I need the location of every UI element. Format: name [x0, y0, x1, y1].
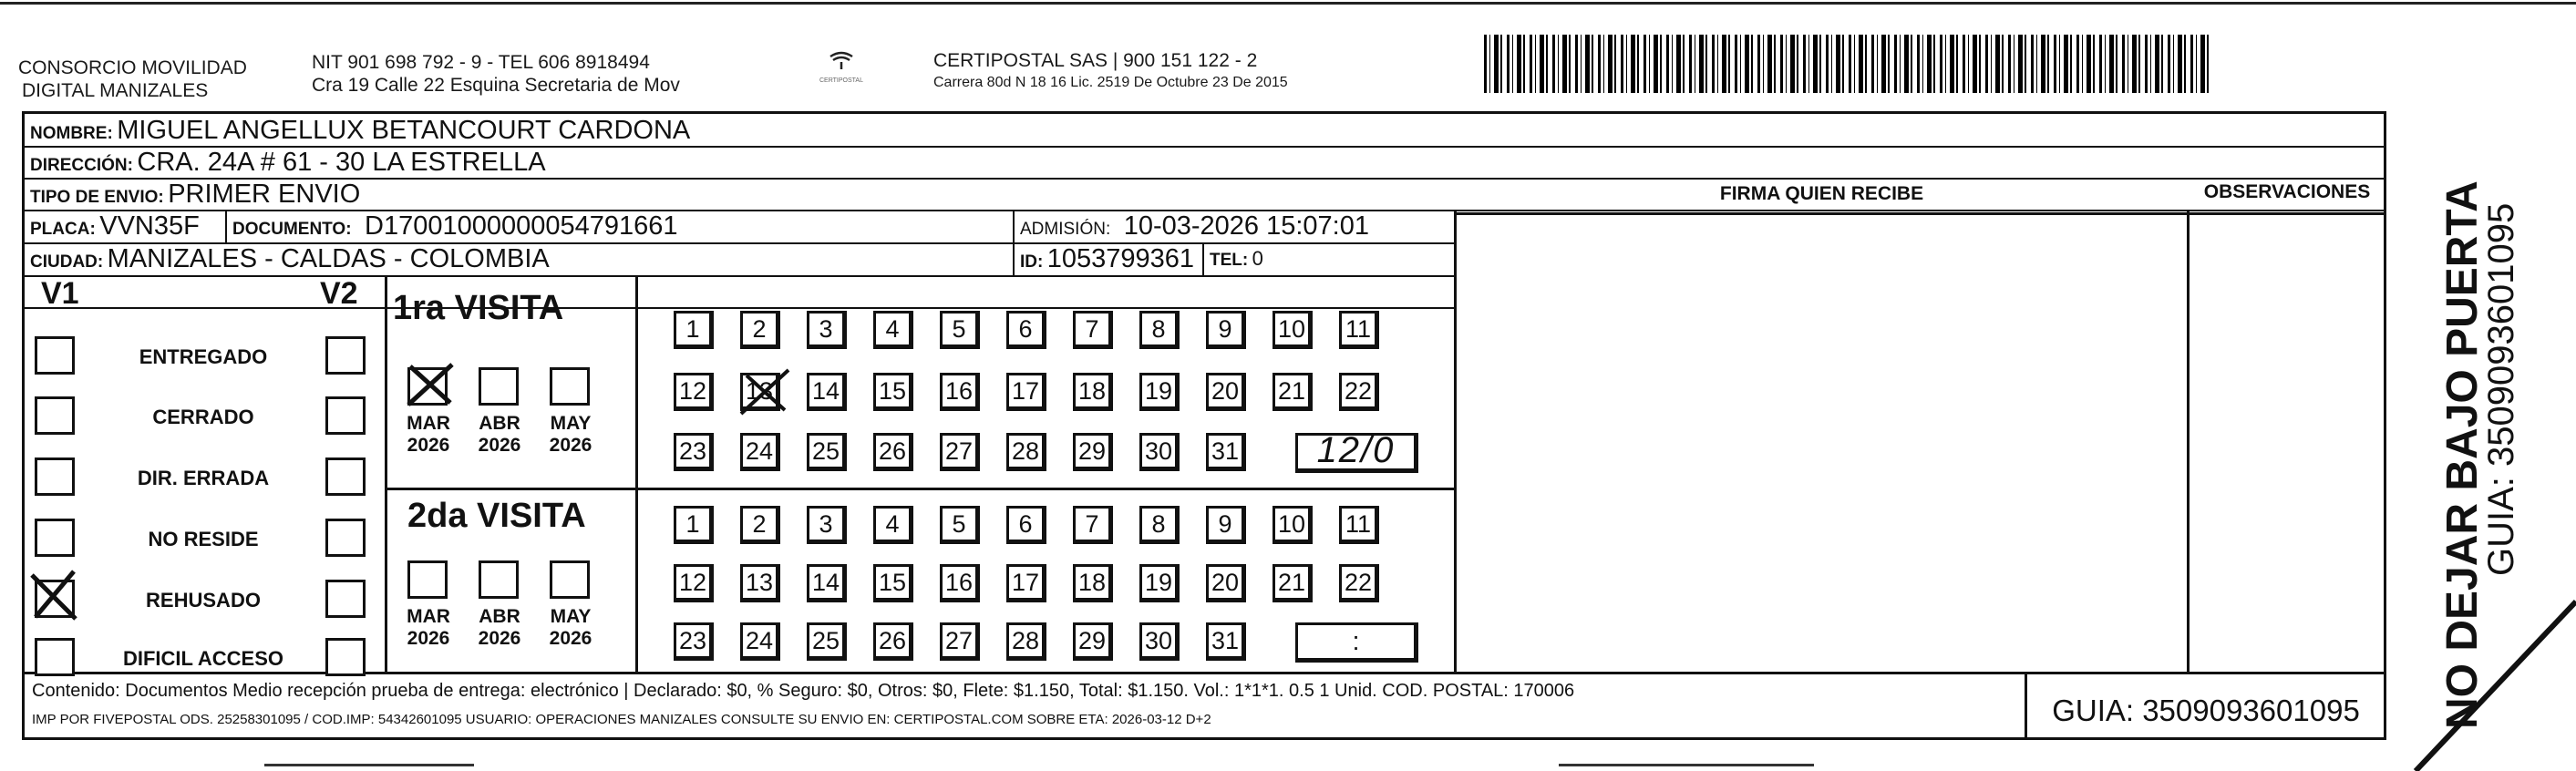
day-box[interactable] [1139, 373, 1180, 411]
day-number: 20 [1211, 377, 1240, 405]
day-box[interactable] [873, 564, 913, 602]
direccion-label: DIRECCIÓN: [30, 156, 133, 175]
day-number: 30 [1144, 627, 1173, 654]
day-box[interactable] [1339, 564, 1379, 602]
observaciones-header: OBSERVACIONES [2203, 181, 2371, 202]
day-number: 13 [745, 569, 774, 596]
direccion-row [30, 147, 546, 182]
day-box[interactable] [740, 564, 780, 602]
day-number: 1 [685, 510, 700, 538]
v2-checkbox[interactable] [325, 519, 366, 557]
day-number: 26 [878, 437, 907, 465]
status-label: NO RESIDE [148, 528, 259, 550]
day-box[interactable] [1339, 311, 1379, 349]
day-box[interactable] [1273, 506, 1313, 544]
status-label: ENTREGADO [139, 345, 268, 368]
tel-field [1210, 243, 1263, 277]
day-number: 3 [819, 510, 833, 538]
side-guia-text: GUIA: 3509093601095 [2481, 202, 2521, 576]
day-number: 12 [678, 569, 707, 596]
logo-mark-icon [828, 51, 855, 73]
day-box[interactable] [1006, 433, 1046, 471]
day-box[interactable] [1006, 373, 1046, 411]
day-box[interactable] [1006, 506, 1046, 544]
month-year: 2026 [407, 435, 450, 456]
id-field [1020, 243, 1194, 279]
bottom-line-right [1559, 764, 1814, 766]
status-label: REHUSADO [146, 589, 261, 612]
day-number: 14 [811, 377, 840, 405]
certipostal-logo [809, 51, 873, 84]
day-box[interactable] [807, 311, 847, 349]
day-number: 10 [1277, 315, 1306, 343]
month-label [471, 606, 528, 650]
content-description: Contenido: Documentos Medio recepción prueba de entrega: electrónico | Declarado: $0, % Seguro: $0, Otros: $0, Flete: $1.150, Total: $1.150. Vol.: 1*1*1. 0.5 1 Unid. COD. POSTAL: 170006 [32, 681, 1575, 701]
logo-text: CERTIPOSTAL [819, 77, 863, 84]
observations-area[interactable] [2190, 215, 2385, 672]
status-label: DIFICIL ACCESO [122, 647, 283, 670]
day-box[interactable] [940, 311, 980, 349]
day-box[interactable] [940, 622, 980, 661]
day-number: 31 [1211, 627, 1240, 654]
day-box[interactable] [674, 433, 714, 471]
first-visit-time[interactable] [1295, 430, 1418, 473]
day-number: 16 [944, 569, 974, 596]
courier-name: CERTIPOSTAL SAS | 900 151 122 - 2 [933, 50, 1258, 71]
day-box[interactable] [1006, 622, 1046, 661]
company-contact [312, 51, 680, 97]
documento-value: D17001000000054791661 [365, 211, 678, 241]
day-box[interactable] [1206, 373, 1246, 411]
delivery-form [22, 111, 2386, 740]
v2-checkbox[interactable] [325, 396, 366, 435]
month-year: 2026 [407, 628, 450, 649]
day-number: 27 [944, 627, 974, 654]
day-box[interactable] [1273, 373, 1313, 411]
barcode [1484, 35, 2210, 93]
print-info: IMP POR FIVEPOSTAL ODS. 25258301095 / COD.IMP: 54342601095 USUARIO: OPERACIONES MANIZALES CONSULTE SU ENVIO EN: CERTIPOSTAL.COM SOBRE ETA: 2026-03-12 D+2 [32, 712, 1211, 727]
day-number: 9 [1218, 510, 1232, 538]
day-number: 29 [1077, 627, 1107, 654]
month-checkbox[interactable] [550, 560, 590, 599]
day-number: 11 [1345, 510, 1372, 538]
month-checkbox[interactable] [479, 367, 519, 406]
check-x-icon [737, 368, 792, 416]
day-number: 20 [1211, 569, 1240, 596]
day-number: 2 [752, 510, 767, 538]
day-box[interactable] [1073, 622, 1113, 661]
ciudad-label: CIUDAD: [30, 252, 104, 272]
day-box[interactable] [1273, 564, 1313, 602]
company-line-2: DIGITAL MANIZALES [22, 80, 209, 101]
day-box[interactable] [940, 373, 980, 411]
day-number: 27 [944, 437, 974, 465]
month-year: 2026 [549, 628, 592, 649]
day-box[interactable] [1073, 433, 1113, 471]
day-number: 31 [1211, 437, 1240, 465]
day-number: 28 [1011, 627, 1040, 654]
day-number: 21 [1277, 377, 1306, 405]
day-number: 6 [1018, 315, 1033, 343]
day-number: 17 [1011, 569, 1040, 596]
day-number: 24 [745, 627, 774, 654]
day-box[interactable] [674, 506, 714, 544]
day-number: 29 [1077, 437, 1107, 465]
day-box[interactable] [1073, 506, 1113, 544]
month-label [400, 413, 457, 457]
placa-value: VVN35F [99, 211, 200, 241]
nombre-label: NOMBRE: [30, 124, 113, 143]
torn-corner [2406, 583, 2576, 771]
month-name: MAY [550, 413, 592, 434]
day-number: 5 [952, 315, 966, 343]
day-number: 12 [678, 377, 707, 405]
month-label [400, 606, 457, 650]
month-label [471, 413, 528, 457]
month-name: ABR [479, 413, 520, 434]
day-box[interactable] [1006, 564, 1046, 602]
day-box[interactable] [1206, 564, 1246, 602]
documento-field [232, 211, 678, 246]
day-number: 11 [1345, 315, 1372, 343]
day-box[interactable] [807, 564, 847, 602]
signature-area[interactable] [1457, 215, 2187, 672]
day-box[interactable] [1273, 311, 1313, 349]
company-address: Cra 19 Calle 22 Esquina Secretaria de Mov [312, 75, 680, 96]
day-number: 15 [878, 377, 907, 405]
day-box[interactable] [807, 373, 847, 411]
day-box[interactable] [1139, 622, 1180, 661]
v1-header: V1 [41, 276, 79, 311]
month-name: ABR [479, 606, 520, 627]
day-number: 8 [1151, 315, 1166, 343]
day-box[interactable] [873, 311, 913, 349]
v2-checkbox[interactable] [325, 336, 366, 375]
month-year: 2026 [478, 435, 521, 456]
month-year: 2026 [478, 628, 521, 649]
day-number: 8 [1151, 510, 1166, 538]
first-visit-title: 1ra VISITA [393, 289, 564, 327]
tel-value: 0 [1252, 247, 1263, 270]
placa-field [30, 211, 200, 246]
day-box[interactable] [1206, 506, 1246, 544]
day-box[interactable] [674, 311, 714, 349]
id-value: 1053799361 [1046, 244, 1195, 273]
day-box[interactable] [1339, 506, 1379, 544]
day-number: 26 [878, 627, 907, 654]
day-number: 15 [878, 569, 907, 596]
day-number: 2 [752, 315, 767, 343]
v2-checkbox[interactable] [325, 457, 366, 496]
day-number: 9 [1218, 315, 1232, 343]
day-number: 30 [1144, 437, 1173, 465]
day-number: 28 [1011, 437, 1040, 465]
day-box[interactable] [674, 373, 714, 411]
day-box[interactable] [807, 433, 847, 471]
day-number: 10 [1277, 510, 1306, 538]
tel-label: TEL: [1210, 251, 1249, 270]
month-checkbox[interactable] [407, 367, 448, 406]
day-number: 6 [1018, 510, 1033, 538]
month-name: MAR [407, 606, 450, 627]
tipo-value: PRIMER ENVIO [168, 180, 361, 209]
day-box[interactable] [873, 622, 913, 661]
day-number: 13 [745, 377, 774, 405]
month-checkbox[interactable] [407, 560, 448, 599]
day-number: 3 [819, 315, 833, 343]
month-checkbox[interactable] [550, 367, 590, 406]
day-box[interactable] [807, 622, 847, 661]
day-number: 19 [1144, 569, 1173, 596]
month-name: MAY [550, 606, 592, 627]
first-visit-time-value: 12/0 [1316, 430, 1396, 470]
tipo-row [30, 179, 360, 214]
second-visit-time[interactable] [1295, 622, 1418, 663]
day-box[interactable] [740, 311, 780, 349]
id-label: ID: [1020, 252, 1044, 272]
day-box[interactable] [940, 564, 980, 602]
day-box[interactable] [1073, 373, 1113, 411]
day-number: 21 [1277, 569, 1306, 596]
day-number: 7 [1085, 510, 1099, 538]
status-label: DIR. ERRADA [137, 467, 270, 489]
day-box[interactable] [1339, 373, 1379, 411]
day-box[interactable] [1206, 622, 1246, 661]
month-label [542, 413, 599, 457]
month-label [542, 606, 599, 650]
day-box[interactable] [674, 564, 714, 602]
side-warning: NO DEJAR BAJO PUERTA [2438, 180, 2487, 729]
ciudad-field [30, 243, 550, 279]
v2-checkbox[interactable] [325, 638, 366, 676]
company-line-1: CONSORCIO MOVILIDAD [18, 57, 247, 78]
month-name: MAR [407, 413, 450, 434]
day-box[interactable] [1139, 433, 1180, 471]
placa-label: PLACA: [30, 220, 96, 239]
side-guia [2481, 157, 2522, 576]
day-box[interactable] [740, 373, 780, 411]
courier-info [933, 49, 1288, 92]
courier-address: Carrera 80d N 18 16 Lic. 2519 De Octubre 23 De 2015 [933, 75, 1288, 90]
day-number: 23 [678, 437, 707, 465]
admision-field [1020, 211, 1369, 246]
day-box[interactable] [1073, 311, 1113, 349]
day-box[interactable] [740, 506, 780, 544]
nombre-row [30, 115, 690, 150]
day-number: 4 [885, 510, 900, 538]
day-number: 25 [811, 437, 840, 465]
day-box[interactable] [873, 506, 913, 544]
company-name [18, 57, 247, 102]
bottom-line-left [264, 764, 474, 766]
v2-checkbox[interactable] [325, 580, 366, 618]
second-visit-time-value: : [1352, 627, 1360, 656]
nombre-value: MIGUEL ANGELLUX BETANCOURT CARDONA [117, 116, 691, 145]
direccion-value: CRA. 24A # 61 - 30 LA ESTRELLA [137, 148, 546, 177]
v2-header: V2 [320, 276, 358, 311]
day-box[interactable] [740, 433, 780, 471]
day-number: 7 [1085, 315, 1099, 343]
day-box[interactable] [1206, 311, 1246, 349]
day-number: 5 [952, 510, 966, 538]
day-number: 24 [745, 437, 774, 465]
day-box[interactable] [873, 373, 913, 411]
day-number: 23 [678, 627, 707, 654]
ciudad-value: MANIZALES - CALDAS - COLOMBIA [107, 244, 550, 273]
day-number: 19 [1144, 377, 1173, 405]
day-number: 16 [944, 377, 974, 405]
day-number: 25 [811, 627, 840, 654]
day-number: 17 [1011, 377, 1040, 405]
day-box[interactable] [873, 433, 913, 471]
day-number: 18 [1077, 377, 1107, 405]
day-box[interactable] [1139, 506, 1180, 544]
month-year: 2026 [549, 435, 592, 456]
check-x-icon [405, 361, 456, 406]
day-box[interactable] [1006, 311, 1046, 349]
day-box[interactable] [1073, 564, 1113, 602]
day-number: 22 [1344, 377, 1373, 405]
day-number: 1 [685, 315, 700, 343]
day-number: 4 [885, 315, 900, 343]
day-box[interactable] [1139, 564, 1180, 602]
day-number: 18 [1077, 569, 1107, 596]
documento-label: DOCUMENTO: [232, 220, 352, 239]
company-nit: NIT 901 698 792 - 9 - TEL 606 8918494 [312, 52, 650, 73]
day-number: 14 [811, 569, 840, 596]
day-box[interactable] [1206, 433, 1246, 471]
firma-header: FIRMA QUIEN RECIBE [1719, 183, 1924, 204]
tipo-label: TIPO DE ENVIO: [30, 188, 164, 207]
guia-number: GUIA: 3509093601095 [2052, 694, 2360, 727]
day-box[interactable] [807, 506, 847, 544]
status-label: CERRADO [152, 406, 254, 428]
day-box[interactable] [1139, 311, 1180, 349]
top-edge-line [0, 2, 2576, 5]
day-box[interactable] [674, 622, 714, 661]
second-visit-title: 2da VISITA [407, 497, 586, 535]
day-box[interactable] [740, 622, 780, 661]
admision-label: ADMISIÓN: [1020, 220, 1111, 239]
admision-value: 10-03-2026 15:07:01 [1123, 211, 1369, 241]
day-box[interactable] [940, 506, 980, 544]
day-number: 22 [1344, 569, 1373, 596]
month-checkbox[interactable] [479, 560, 519, 599]
day-box[interactable] [940, 433, 980, 471]
